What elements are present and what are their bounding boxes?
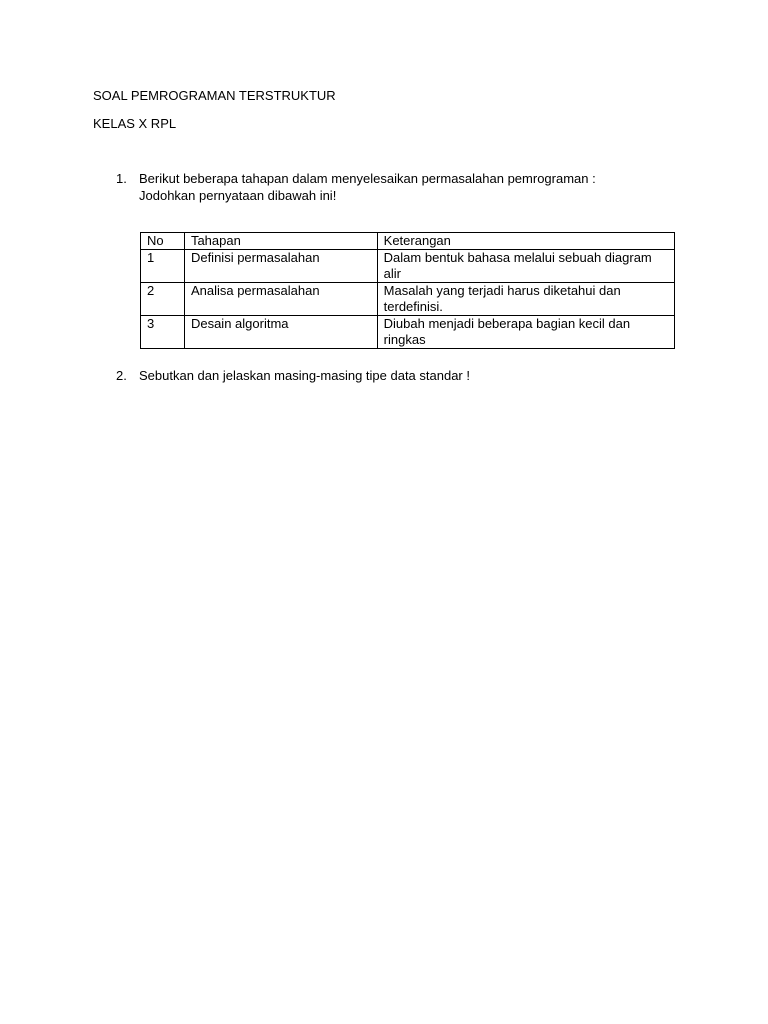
document-title: SOAL PEMROGRAMAN TERSTRUKTUR <box>93 88 336 103</box>
table-cell-tahapan: Definisi permasalahan <box>184 250 377 283</box>
table-cell-no: 3 <box>141 316 185 349</box>
column-header-keterangan: Keterangan <box>377 233 674 250</box>
table-cell-keterangan: Masalah yang terjadi harus diketahui dan terdefinisi. <box>377 283 674 316</box>
table-row <box>141 283 675 316</box>
question-text <box>139 170 596 204</box>
table-cell-no: 1 <box>141 250 185 283</box>
question-line: Jodohkan pernyataan dibawah ini! <box>139 188 337 203</box>
table-cell-tahapan: Desain algoritma <box>184 316 377 349</box>
question-line: Berikut beberapa tahapan dalam menyelesaikan permasalahan pemrograman : <box>139 171 596 186</box>
matching-table <box>140 232 675 349</box>
table-cell-no: 2 <box>141 283 185 316</box>
question-number: 1. <box>116 171 127 186</box>
document-subtitle: KELAS X RPL <box>93 116 177 131</box>
table-row <box>141 250 675 283</box>
question-text <box>139 367 470 384</box>
table-header-row <box>141 233 675 250</box>
question-number: 2. <box>116 368 127 383</box>
table-cell-tahapan: Analisa permasalahan <box>184 283 377 316</box>
table-row <box>141 316 675 349</box>
column-header-tahapan: Tahapan <box>184 233 377 250</box>
question-line: Sebutkan dan jelaskan masing-masing tipe data standar ! <box>139 368 470 383</box>
column-header-no: No <box>141 233 185 250</box>
table-cell-keterangan: Dalam bentuk bahasa melalui sebuah diagram alir <box>377 250 674 283</box>
table-cell-keterangan: Diubah menjadi beberapa bagian kecil dan ringkas <box>377 316 674 349</box>
